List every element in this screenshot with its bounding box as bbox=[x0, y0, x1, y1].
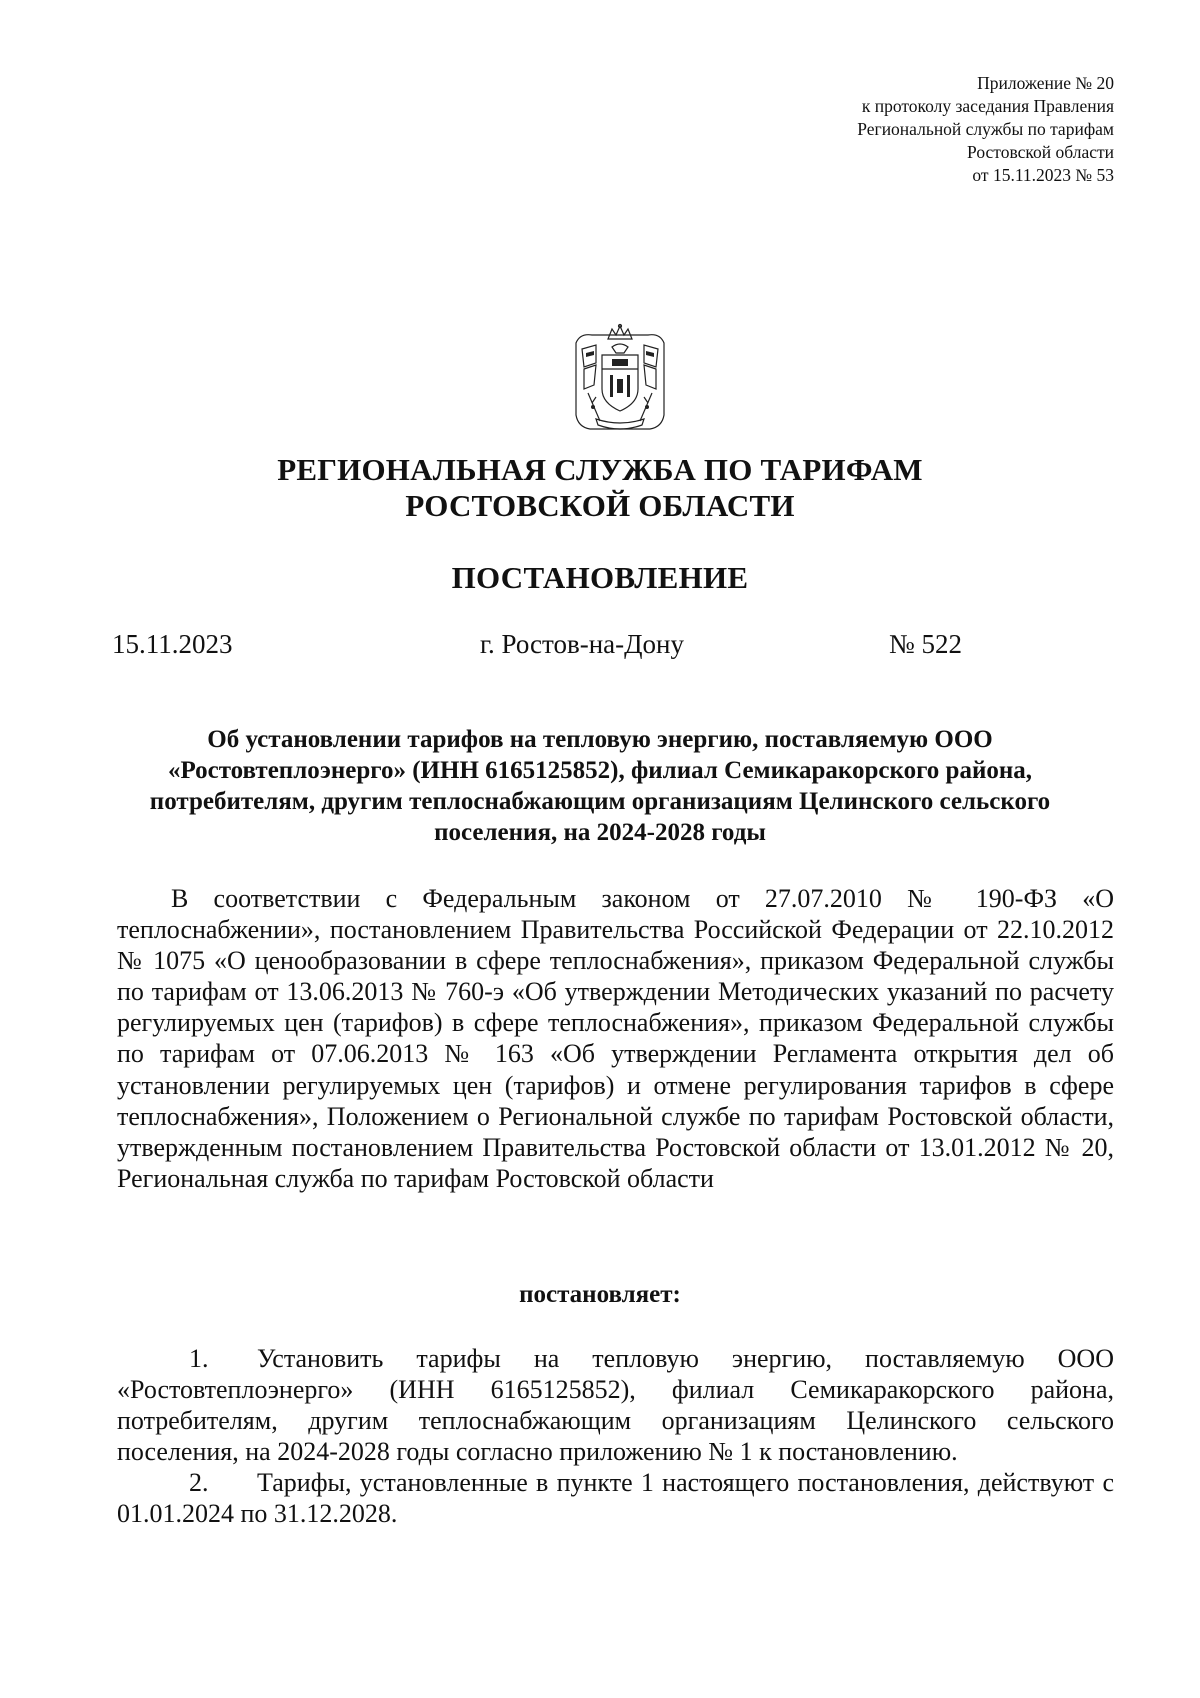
appendix-note bbox=[857, 72, 1114, 187]
document-number: № 522 bbox=[889, 629, 963, 659]
appendix-line: к протоколу заседания Правления bbox=[861, 96, 1114, 116]
item-number: 1. bbox=[189, 1344, 209, 1373]
resolution-item bbox=[117, 1467, 1114, 1529]
document-subject: Об установлении тарифов на тепловую энергию, поставляемую ООО «Ростовтеплоэнерго» (ИНН 6165125852), филиал Семикаракорского района, потребителям, другим теплоснабжающим организациям Целинского сельского поселения, на 2024-2028 годы bbox=[149, 726, 1051, 846]
document-city: г. Ростов-на-Дону bbox=[480, 629, 685, 659]
appendix-line: Ростовской области bbox=[967, 142, 1114, 162]
preamble-paragraph: В соответствии с Федеральным законом от 27.07.2010 № 190-ФЗ «О теплоснабжении», постановлением Правительства Российской Федерации от 22.10.2012 № 1075 «О ценообразовании в сфере теплоснабжения», приказом Федеральной службы по тарифам от 13.06.2013 № 760-э «Об утверждении Методических указаний по расчету регулируемых цен (тарифов) в сфере теплоснабжения», приказом Федеральной службы по тарифам от 07.06.2013 № 163 «Об утверждении Регламента открытия дел об установлении регулируемых цен (тарифов) и отмене регулирования тарифов в сфере теплоснабжения», Положением о Региональной службе по тарифам Ростовской области, утвержденным постановлением Правительства Ростовской области от 13.01.2012 № 20, Региональная служба по тарифам Ростовской области bbox=[117, 884, 1114, 1193]
appendix-line: Приложение № 20 bbox=[977, 73, 1114, 93]
item-number: 2. bbox=[189, 1468, 209, 1497]
appendix-line: Региональной службы по тарифам bbox=[857, 119, 1114, 139]
appendix-line: от 15.11.2023 № 53 bbox=[972, 165, 1114, 185]
resolves-heading: постановляет: bbox=[519, 1281, 681, 1308]
item-text: Установить тарифы на тепловую энергию, поставляемую ООО «Ростовтеплоэнерго» (ИНН 6165125852), филиал Семикаракорского района, потребителям, другим теплоснабжающим организациям Целинского сельского поселения, на 2024-2028 годы согласно приложению № 1 к постановлению. bbox=[117, 1344, 1114, 1467]
document-date: 15.11.2023 bbox=[112, 629, 233, 659]
org-title-line: РОСТОВСКОЙ ОБЛАСТИ bbox=[405, 488, 795, 523]
coat-of-arms-icon bbox=[566, 323, 674, 435]
org-title bbox=[0, 452, 1200, 524]
resolution-item bbox=[117, 1343, 1114, 1467]
document-type: ПОСТАНОВЛЕНИЕ bbox=[451, 560, 749, 595]
org-title-line: РЕГИОНАЛЬНАЯ СЛУЖБА ПО ТАРИФАМ bbox=[277, 452, 923, 487]
item-text: Тарифы, установленные в пункте 1 настоящего постановления, действуют с 01.01.2024 по 31.12.2028. bbox=[117, 1468, 1114, 1529]
